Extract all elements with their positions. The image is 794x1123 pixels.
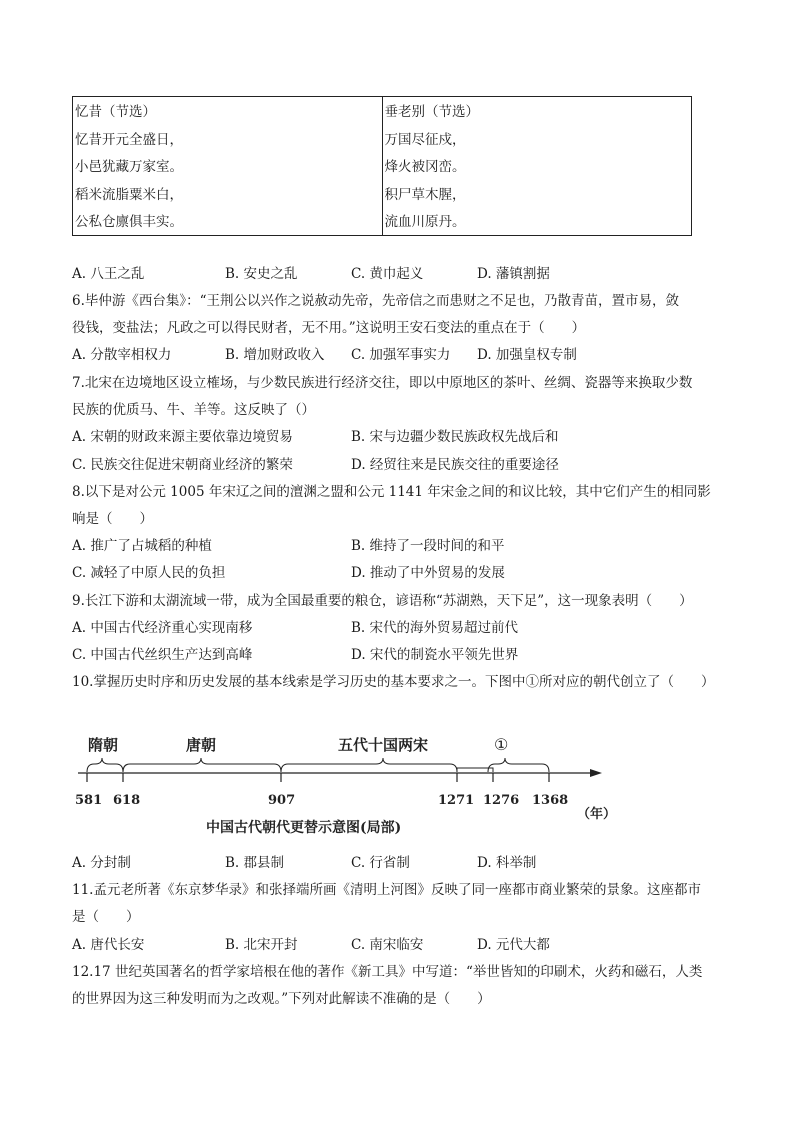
brace-sui (87, 758, 123, 772)
q10-stem-line-1: 10.掌握历史时序和历史发展的基本线索是学习历史的基本要求之一。下图中①所对应的朝代创立了（ ） (72, 674, 715, 690)
q5-option-c: C. 黄巾起义 (351, 266, 424, 282)
poem-line: 小邑犹藏万家室。 (75, 159, 183, 175)
q11-stem-line-1: 11.孟元老所著《东京梦华录》和张择端所画《清明上河图》反映了同一座都市商业繁荣的景象。这座都市 (72, 882, 701, 898)
poem-line: 流血川原丹。 (384, 214, 466, 230)
poem-line: 稻米流脂粟米白， (75, 186, 183, 203)
brace-circled-1 (488, 758, 549, 772)
q10-option-c: C. 行省制 (351, 855, 410, 871)
poem-table (72, 96, 692, 236)
q9-option-b: B. 宋代的海外贸易超过前代 (351, 620, 519, 636)
timeline-period-circled-1: ① (494, 735, 509, 754)
q7-option-d: D. 经贸往来是民族交往的重要途径 (351, 457, 559, 473)
poem-line: 忆昔开元全盛日， (75, 131, 183, 148)
poem-line: 万国尽征戍， (384, 131, 466, 148)
q10-option-a: A. 分封制 (72, 855, 131, 871)
q8-option-c: C. 减轻了中原人民的负担 (72, 565, 226, 581)
q6-option-c: C. 加强军事实力 (351, 347, 451, 363)
q11-option-c: C. 南宋临安 (351, 937, 424, 953)
q8-option-d: D. 推动了中外贸易的发展 (351, 565, 505, 581)
poem-line: 公私仓廪俱丰实。 (75, 214, 183, 230)
year-unit-label: （年） (577, 807, 617, 822)
brace-wudai-song (281, 758, 457, 772)
brace-tang (123, 758, 281, 772)
q6-stem-line-2: 役钱，变盐法；凡政之可以得民财者，无不用。”这说明王安石变法的重点在于（ ） (72, 320, 586, 336)
year-label-1368: 1368 (532, 793, 569, 808)
q7-option-a: A. 宋朝的财政来源主要依靠边境贸易 (72, 429, 293, 445)
year-label-618: 618 (113, 793, 141, 808)
poem-column-yixi (73, 97, 382, 235)
q11-stem-line-2: 是（ ） (72, 909, 140, 925)
q5-option-d: D. 藩镇割据 (477, 266, 550, 282)
q11-option-d: D. 元代大都 (477, 937, 550, 953)
q8-option-a: A. 推广了占城稻的种植 (72, 538, 212, 554)
timeline-arrow (590, 769, 602, 777)
q12-stem-line-1: 12.17 世纪英国著名的哲学家培根在他的著作《新工具》中写道：“举世皆知的印刷术，火药和磁石，人类 (72, 964, 703, 980)
dynasty-timeline (70, 724, 630, 844)
q6-stem-line-1: 6.毕仲游《西台集》：“王荆公以兴作之说赦动先帝，先帝信之而患财之不足也，乃散青苗，置市易，敛 (72, 293, 680, 309)
q7-option-b: B. 宋与边疆少数民族政权先战后和 (351, 429, 559, 445)
q10-option-b: B. 郡县制 (225, 855, 285, 871)
year-label-1271: 1271 (438, 793, 475, 808)
q8-stem-line-1: 8.以下是对公元 1005 年宋辽之间的澶渊之盟和公元 1141 年宋金之间的和议比较，其中它们产生的相同影 (72, 484, 711, 500)
poem-title: 垂老别（节选） (384, 104, 479, 120)
q11-option-b: B. 北宋开封 (225, 937, 298, 953)
q9-option-c: C. 中国古代丝织生产达到高峰 (72, 647, 253, 663)
q7-stem-line-1: 7.北宋在边境地区设立榷场，与少数民族进行经济交往，即以中原地区的茶叶、丝绸、瓷器等来换取少数 (72, 375, 693, 391)
q5-option-a: A. 八王之乱 (72, 266, 145, 282)
q12-stem-line-2: 的世界因为这三种发明而为之改观。”下列对此解读不准确的是（ ） (72, 991, 491, 1007)
timeline-period-sui: 隋朝 (88, 736, 119, 754)
q6-option-b: B. 增加财政收入 (225, 347, 325, 363)
q11-option-a: A. 唐代长安 (72, 937, 145, 953)
q9-option-d: D. 宋代的制瓷水平领先世界 (351, 647, 519, 663)
poem-title: 忆昔（节选） (75, 104, 156, 120)
q6-option-d: D. 加强皇权专制 (477, 347, 577, 363)
year-label-907: 907 (268, 793, 296, 808)
q6-option-a: A. 分散宰相权力 (72, 347, 172, 363)
poem-line: 积尸草木腥， (384, 186, 466, 203)
q5-option-b: B. 安史之乱 (225, 266, 298, 282)
q7-stem-line-2: 民族的优质马、牛、羊等。这反映了（） (72, 402, 315, 418)
year-label-1276: 1276 (483, 793, 520, 808)
poem-line: 烽火被冈峦。 (384, 159, 466, 175)
poem-column-chuilaobie (382, 97, 692, 235)
q9-stem-line-1: 9.长江下游和太湖流域一带，成为全国最重要的粮仓，谚语称“苏湖熟，天下足”，这一现象表明（ ） (72, 593, 693, 609)
timeline-braces (87, 758, 549, 772)
timeline-period-tang: 唐朝 (186, 736, 217, 754)
q7-option-c: C. 民族交往促进宋朝商业经济的繁荣 (72, 457, 293, 473)
timeline-caption: 中国古代朝代更替示意图(局部) (206, 820, 402, 836)
year-label-581: 581 (75, 793, 103, 808)
q8-stem-line-2: 响是（ ） (72, 511, 153, 527)
timeline-ticks (87, 773, 549, 782)
timeline-period-wudai-song: 五代十国两宋 (338, 736, 429, 754)
dynasty-timeline-svg (70, 724, 630, 844)
q10-option-d: D. 科举制 (477, 855, 537, 871)
q8-option-b: B. 维持了一段时间的和平 (351, 538, 505, 554)
q9-option-a: A. 中国古代经济重心实现南移 (72, 620, 253, 636)
